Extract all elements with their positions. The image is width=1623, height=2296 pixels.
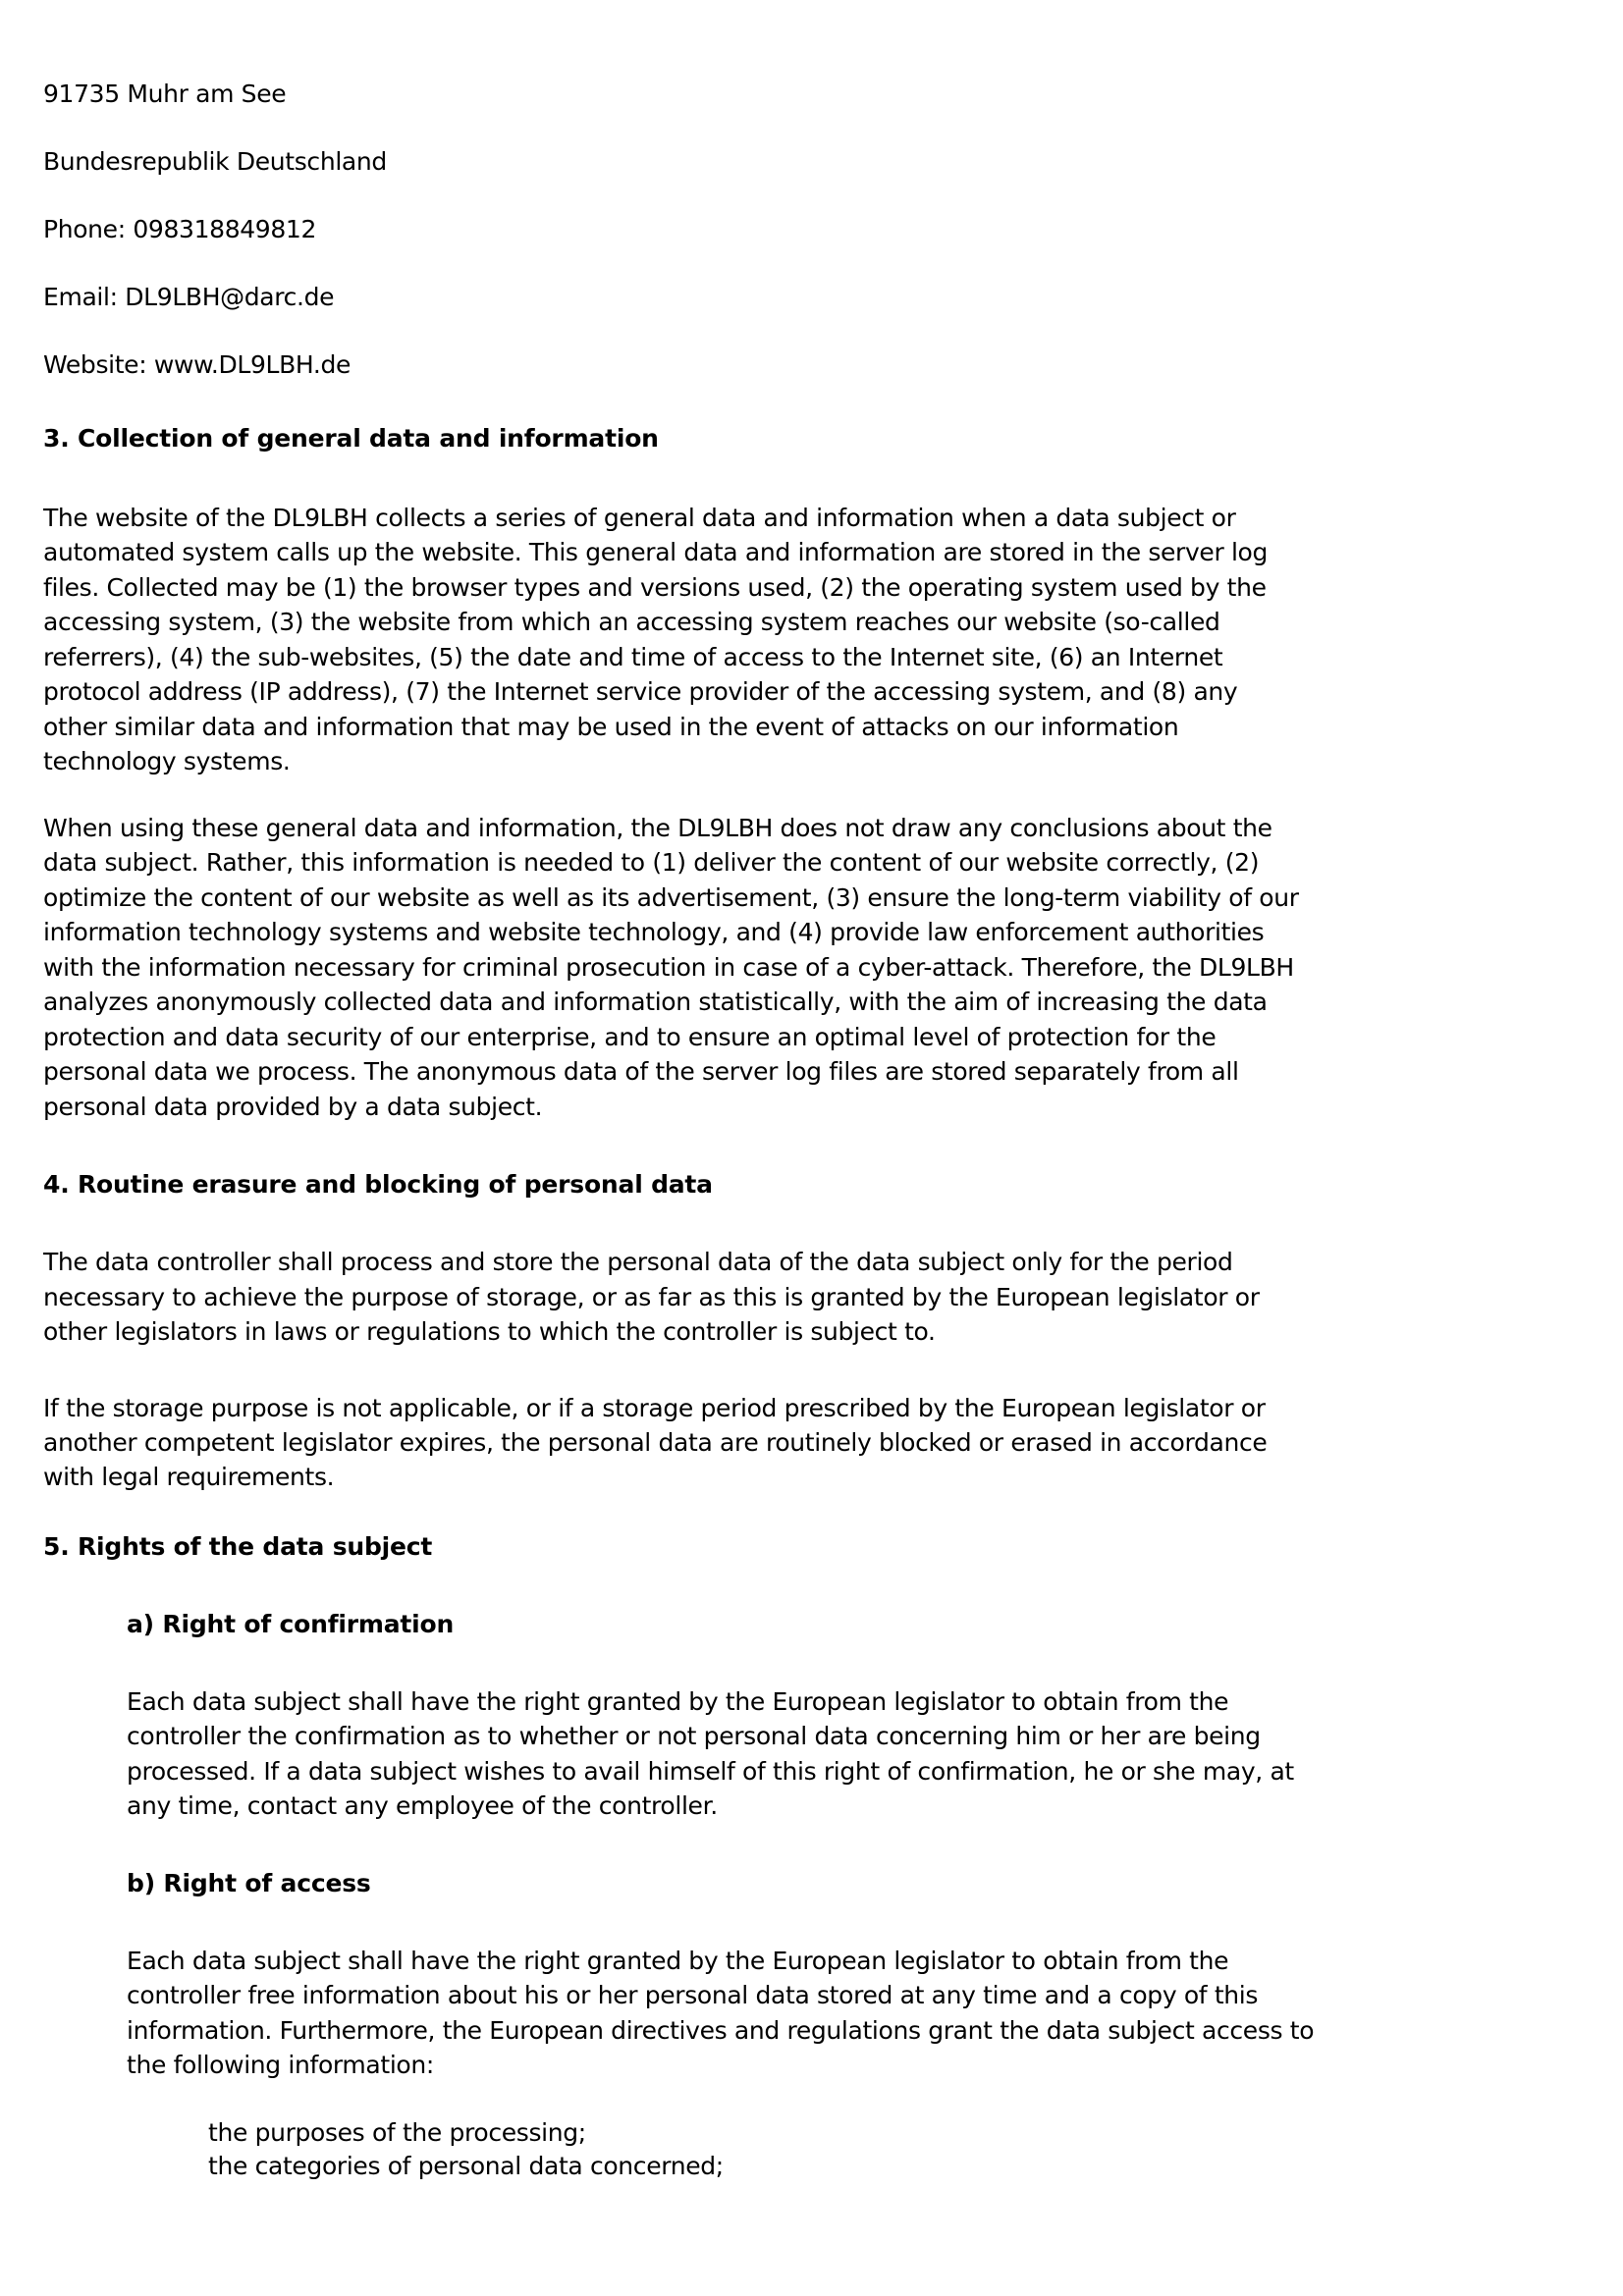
section-4-heading: 4. Routine erasure and blocking of personal data xyxy=(43,1170,713,1199)
text-line: files. Collected may be (1) the browser types and versions used, (2) the operating system used by the xyxy=(43,573,1267,602)
text-line: The data controller shall process and store the personal data of the data subject only for the period xyxy=(43,1248,1233,1276)
text-line: protection and data security of our enterprise, and to ensure an optimal level of protection for the xyxy=(43,1023,1217,1051)
text-line: If the storage purpose is not applicable, or if a storage period prescribed by the European legislator or xyxy=(43,1394,1266,1422)
text-line: When using these general data and information, the DL9LBH does not draw any conclusions about the xyxy=(43,814,1272,842)
text-line: protocol address (IP address), (7) the Internet service provider of the accessing system, and (8) any xyxy=(43,677,1238,706)
address-email: Email: DL9LBH@darc.de xyxy=(43,283,335,311)
text-line: necessary to achieve the purpose of storage, or as far as this is granted by the European legislator or xyxy=(43,1283,1260,1311)
text-line: automated system calls up the website. This general data and information are stored in the server log xyxy=(43,538,1269,566)
text-line: technology systems. xyxy=(43,747,291,775)
text-line: Each data subject shall have the right granted by the European legislator to obtain from the xyxy=(127,1687,1229,1716)
text-line: with the information necessary for criminal prosecution in case of a cyber-attack. Therefore, the DL9LBH xyxy=(43,953,1294,982)
text-line: optimize the content of our website as well as its advertisement, (3) ensure the long-term viability of our xyxy=(43,883,1299,912)
list-item: the categories of personal data concerned; xyxy=(208,2152,724,2180)
text-line: The website of the DL9LBH collects a series of general data and information when a data subject or xyxy=(43,504,1236,532)
text-line: other legislators in laws or regulations to which the controller is subject to. xyxy=(43,1317,936,1346)
text-line: data subject. Rather, this information is needed to (1) deliver the content of our website correctly, (2) xyxy=(43,848,1260,877)
text-line: Each data subject shall have the right granted by the European legislator to obtain from the xyxy=(127,1947,1229,1975)
text-line: other similar data and information that may be used in the event of attacks on our information xyxy=(43,713,1179,741)
text-line: controller the confirmation as to whether or not personal data concerning him or her are being xyxy=(127,1722,1261,1750)
text-line: controller free information about his or her personal data stored at any time and a copy of this xyxy=(127,1981,1259,2009)
text-line: analyzes anonymously collected data and information statistically, with the aim of increasing the data xyxy=(43,988,1268,1016)
list-item: the purposes of the processing; xyxy=(208,2118,586,2147)
text-line: any time, contact any employee of the controller. xyxy=(127,1791,718,1820)
address-country: Bundesrepublik Deutschland xyxy=(43,147,387,176)
text-line: processed. If a data subject wishes to avail himself of this right of confirmation, he or she may, at xyxy=(127,1757,1294,1786)
section-3-heading: 3. Collection of general data and information xyxy=(43,424,659,453)
text-line: information technology systems and website technology, and (4) provide law enforcement authorities xyxy=(43,918,1265,946)
text-line: personal data we process. The anonymous data of the server log files are stored separately from all xyxy=(43,1057,1239,1086)
text-line: the following information: xyxy=(127,2051,434,2079)
subsection-b-heading: b) Right of access xyxy=(127,1869,371,1897)
section-5-heading: 5. Rights of the data subject xyxy=(43,1532,433,1561)
text-line: information. Furthermore, the European directives and regulations grant the data subject access to xyxy=(127,2016,1315,2045)
address-website: Website: www.DL9LBH.de xyxy=(43,350,352,379)
address-phone: Phone: 098318849812 xyxy=(43,215,317,243)
text-line: with legal requirements. xyxy=(43,1463,335,1491)
address-city: 91735 Muhr am See xyxy=(43,80,287,108)
text-line: accessing system, (3) the website from which an accessing system reaches our website (so-called xyxy=(43,608,1220,636)
text-line: referrers), (4) the sub-websites, (5) the date and time of access to the Internet site, (6) an Internet xyxy=(43,643,1223,671)
text-line: personal data provided by a data subject. xyxy=(43,1093,543,1121)
subsection-a-heading: a) Right of confirmation xyxy=(127,1610,455,1638)
text-line: another competent legislator expires, the personal data are routinely blocked or erased in accordance xyxy=(43,1428,1268,1457)
